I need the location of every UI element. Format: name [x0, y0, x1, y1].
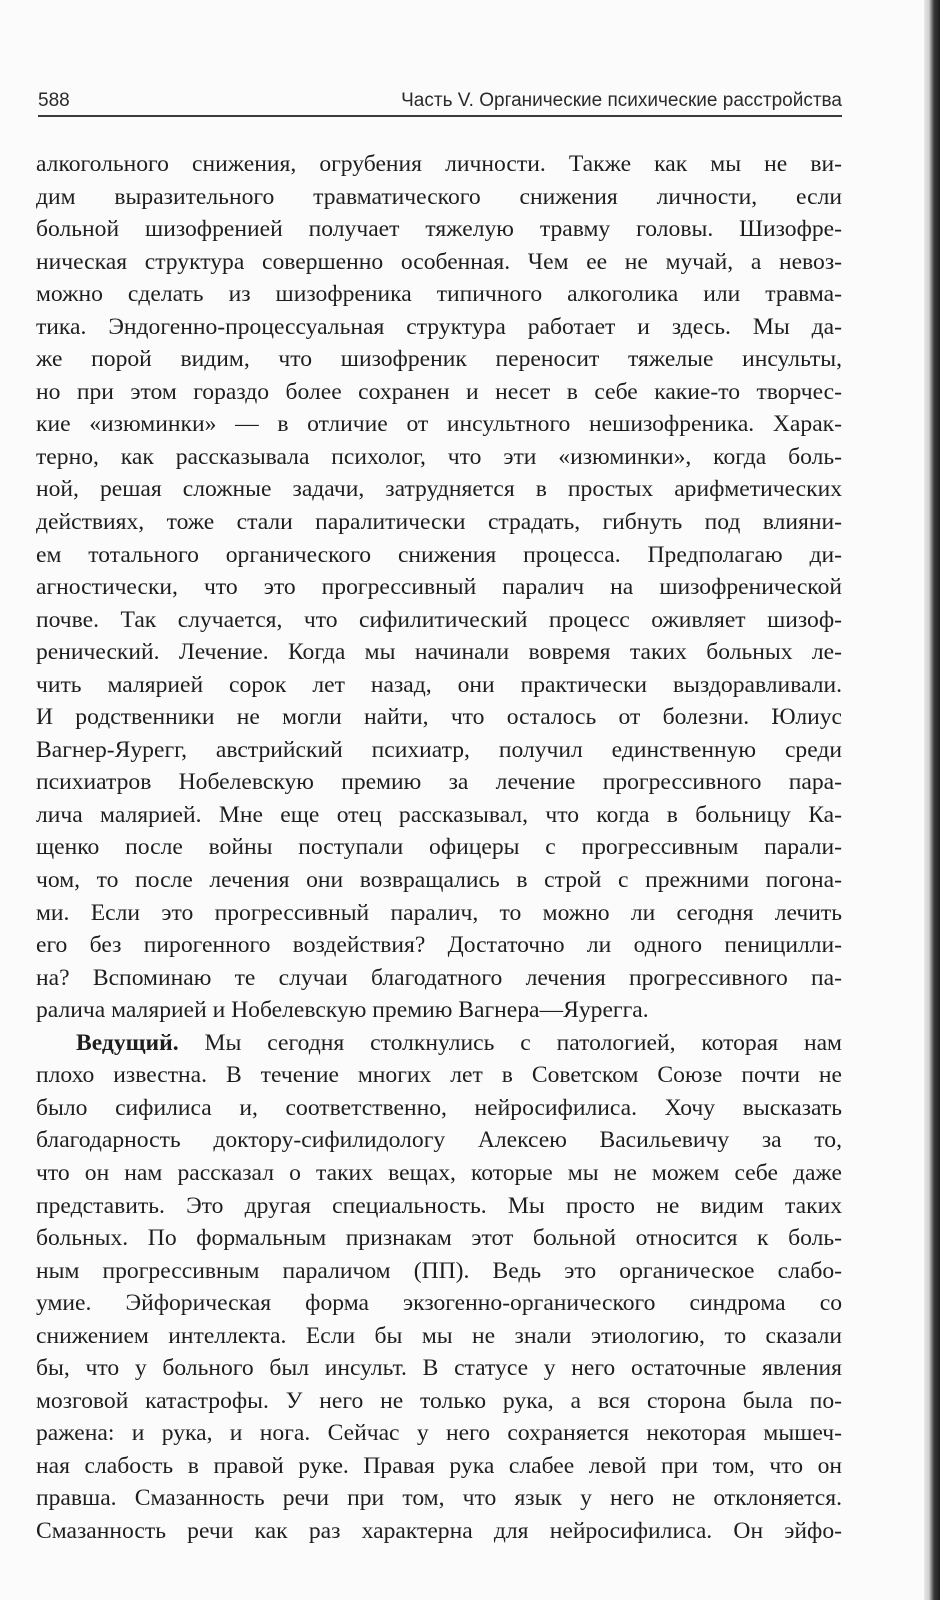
text-line: Смазанность речи как раз характерна для нейросифилиса. Он эйфо-	[36, 1517, 842, 1544]
text-line: ренический. Лечение. Когда мы начинали вовремя таких больных ле-	[36, 639, 842, 666]
text-line: но при этом гораздо более сохранен и несет в себе какие-то творчес-	[36, 378, 842, 405]
text-line: бы, что у больного был инсульт. В статусе у него остаточные явления	[36, 1355, 842, 1382]
text-line: больной шизофренией получает тяжелую травму головы. Шизофре-	[36, 216, 842, 243]
text-line: плохо известна. В течение многих лет в Советском Союзе почти не	[36, 1062, 842, 1089]
text-line: терно, как рассказывала психолог, что эти «изюминки», когда боль-	[36, 443, 842, 470]
text-line: алкогольного снижения, огрубения личности. Также как мы не ви-	[36, 151, 842, 177]
text-line: И родственники не могли найти, что осталось от болезни. Юлиус	[36, 704, 842, 731]
text-line: на? Вспоминаю те случаи благодатного лечения прогрессивного па-	[36, 964, 842, 991]
text-line: снижением интеллекта. Если бы мы не знали этиологию, то сказали	[36, 1322, 842, 1349]
book-spine-edge	[924, 0, 940, 1600]
paragraph-2	[36, 1027, 842, 1548]
page-header	[38, 84, 842, 114]
paragraph-1	[36, 148, 842, 1027]
text-line: чом, то после лечения они возвращались в строй с прежними погона-	[36, 867, 842, 894]
text-line: дим выразительного травматического снижения личности, если	[36, 183, 842, 210]
text-line: мозговой катастрофы. У него не только рука, а вся сторона была по-	[36, 1387, 842, 1414]
text-line: кие «изюминки» — в отличие от инсультного нешизофреника. Харак-	[36, 411, 842, 438]
text-line: было сифилиса и, соответственно, нейросифилиса. Хочу высказать	[36, 1094, 842, 1121]
text-line: ной, решая сложные задачи, затрудняется в простых арифметических	[36, 476, 842, 503]
text-line: же порой видим, что шизофреник переносит тяжелые инсульты,	[36, 346, 842, 373]
text-line: ным прогрессивным параличом (ПП). Ведь это органическое слабо-	[36, 1257, 842, 1284]
body-text	[36, 148, 842, 1548]
text-line: действиях, тоже стали паралитически страдать, гибнуть под влияни-	[36, 509, 842, 536]
text-line: ем тотального органического снижения процесса. Предполагаю ди-	[36, 541, 842, 568]
text-fragment: Мы сегодня столкнулись с патологией, которая нам	[178, 1029, 842, 1056]
text-line: ми. Если это прогрессивный паралич, то можно ли сегодня лечить	[36, 899, 842, 926]
page-number: 588	[38, 90, 70, 111]
text-line: что он нам рассказал о таких вещах, которые мы не можем себе даже	[36, 1159, 842, 1186]
text-line: ная слабость в правой руке. Правая рука слабее левой при том, что он	[36, 1452, 842, 1479]
text-line: больных. По формальным признакам этот больной относится к боль-	[36, 1225, 842, 1252]
text-line: лича малярией. Мне еще отец рассказывал, что когда в больницу Ка-	[36, 801, 842, 828]
text-line: ническая структура совершенно особенная. Чем ее не мучай, а невоз-	[36, 248, 842, 275]
text-line: умие. Эйфорическая форма экзогенно-органического синдрома со	[36, 1290, 842, 1317]
text-line: Вагнер-Яурегг, австрийский психиатр, получил единственную среди	[36, 736, 842, 763]
text-line: благодарность доктору-сифилидологу Алексею Васильевичу за то,	[36, 1127, 842, 1154]
text-line: правша. Смазанность речи при том, что язык у него не отклоняется.	[36, 1485, 842, 1512]
text-line: чить малярией сорок лет назад, они практически выздоравливали.	[36, 671, 842, 698]
text-line	[36, 1027, 842, 1060]
text-line: представить. Это другая специальность. Мы просто не видим таких	[36, 1192, 842, 1219]
text-line: почве. Так случается, что сифилитический процесс оживляет шизоф-	[36, 606, 842, 633]
text-line: психиатров Нобелевскую премию за лечение прогрессивного пара-	[36, 769, 842, 796]
text-line: ралича малярией и Нобелевскую премию Вагнера—Яурегга.	[36, 997, 649, 1024]
running-title: Часть V. Органические психические расстройства	[401, 90, 842, 111]
text-line: его без пирогенного воздействия? Достаточно ли одного пеницилли-	[36, 932, 842, 959]
text-line: можно сделать из шизофреника типичного алкоголика или травма-	[36, 281, 842, 308]
header-rule	[38, 115, 842, 117]
text-line: агностически, что это прогрессивный паралич на шизофренической	[36, 574, 842, 601]
speaker-label: Ведущий.	[76, 1029, 179, 1056]
text-line: ражена: и рука, и нога. Сейчас у него сохраняется некоторая мышеч-	[36, 1420, 842, 1447]
text-line: тика. Эндогенно-процессуальная структура работает и здесь. Мы да-	[36, 313, 842, 340]
text-line: щенко после войны поступали офицеры с прогрессивным парали-	[36, 834, 842, 861]
